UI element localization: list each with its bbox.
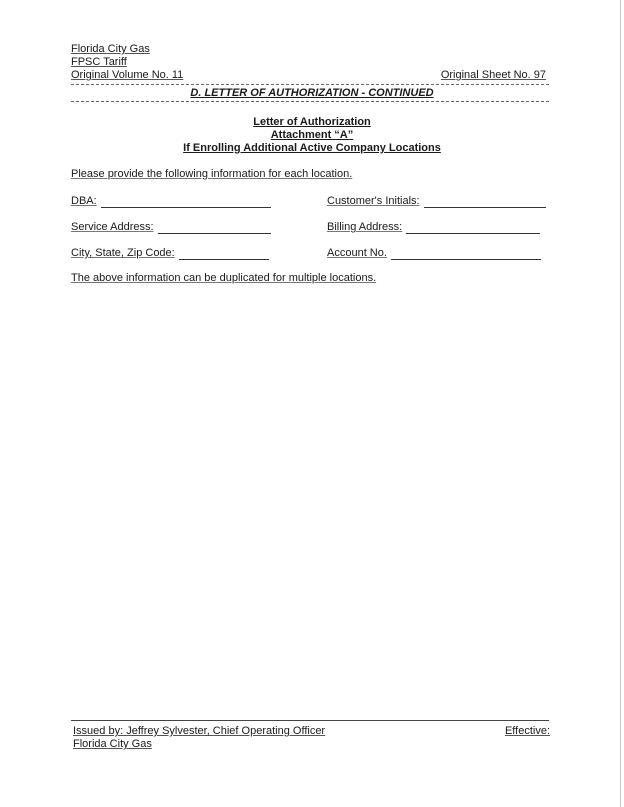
city-state-zip-blank[interactable]: [179, 250, 269, 260]
form-note: The above information can be duplicated for multiple locations.: [71, 272, 377, 284]
city-state-zip-field: [71, 247, 269, 260]
header-company: Florida City Gas: [71, 43, 150, 55]
city-state-zip-label: City, State, Zip Code:: [71, 247, 175, 259]
footer-effective: Effective:: [504, 725, 550, 737]
service-address-field: [71, 221, 271, 234]
dba-blank[interactable]: [101, 198, 271, 208]
form-title: Letter of Authorization: [253, 116, 371, 128]
dba-label: DBA:: [71, 195, 97, 207]
header-rule-bottom: [71, 101, 549, 102]
billing-address-field: [327, 221, 540, 234]
header-volume: Original Volume No. 11: [71, 69, 184, 81]
footer-issued-by: Issued by: Jeffrey Sylvester, Chief Operating Officer: [73, 725, 326, 737]
footer-rule: [71, 720, 549, 721]
customer-initials-label: Customer's Initials:: [327, 195, 420, 207]
header-rule-top: [71, 84, 549, 85]
customer-initials-blank[interactable]: [424, 198, 546, 208]
header-tariff: FPSC Tariff: [71, 56, 127, 68]
customer-initials-field: [327, 195, 546, 208]
account-no-label: Account No.: [327, 247, 387, 259]
footer-company: Florida City Gas: [73, 738, 152, 750]
account-no-blank[interactable]: [391, 250, 541, 260]
header-sheet-number: Original Sheet No. 97: [440, 69, 546, 81]
form-subtitle: If Enrolling Additional Active Company Locations: [183, 142, 441, 154]
service-address-blank[interactable]: [158, 224, 271, 234]
dba-field: [71, 195, 271, 208]
form-instructions: Please provide the following information for each location.: [71, 168, 353, 180]
service-address-label: Service Address:: [71, 221, 154, 233]
account-no-field: [327, 247, 541, 260]
billing-address-label: Billing Address:: [327, 221, 403, 233]
billing-address-blank[interactable]: [406, 224, 540, 234]
form-attachment: Attachment “A”: [270, 129, 354, 141]
section-title: D. LETTER OF AUTHORIZATION - CONTINUED: [190, 87, 434, 99]
